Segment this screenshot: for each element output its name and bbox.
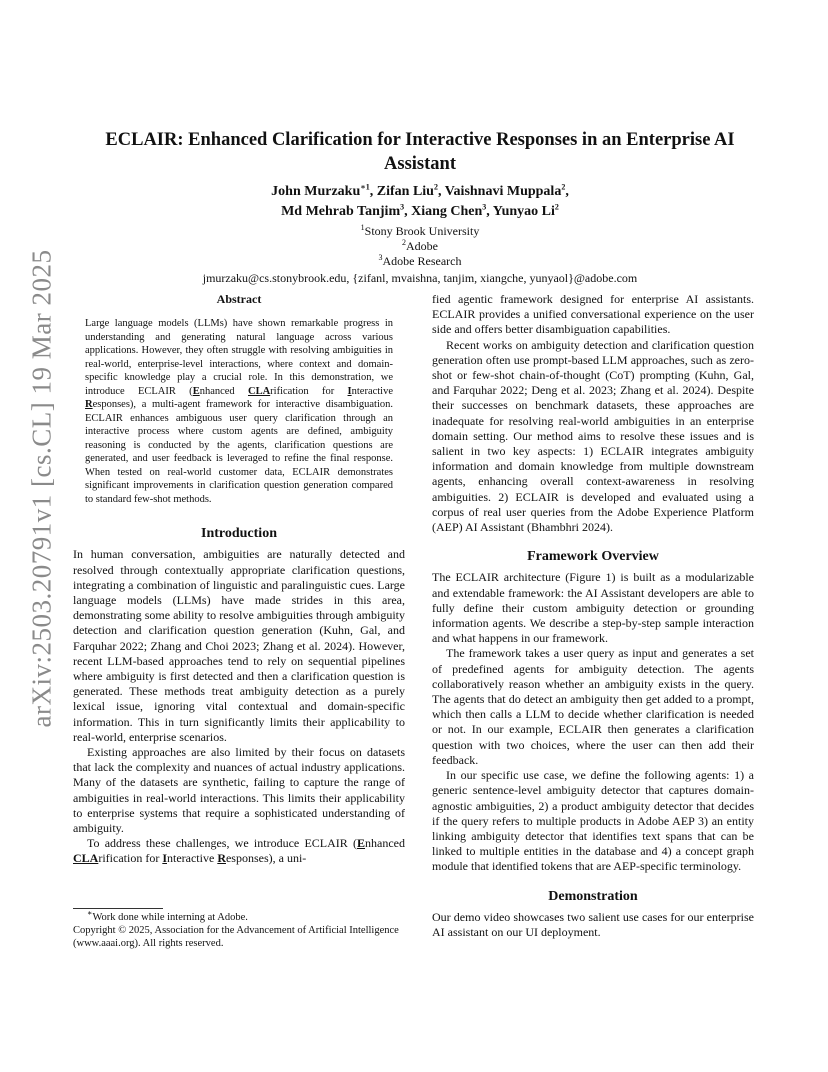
acronym-letter: R xyxy=(217,851,226,866)
affiliation-mark: 2 xyxy=(402,238,406,247)
abstract-text xyxy=(85,317,393,506)
affiliation-item xyxy=(70,239,770,254)
copyright-notice: Copyright © 2025, Association for the Advancement of Artificial Intelligence (www.aaai.org). All rights reserved. xyxy=(73,925,399,949)
acronym-letter: CLA xyxy=(248,385,271,397)
left-column xyxy=(73,292,405,867)
affiliation-list xyxy=(70,224,770,269)
demonstration-paragraph-1: Our demo video showcases two salient use cases for our enterprise AI assistant on our UI deployment. xyxy=(432,909,754,939)
footnote-work xyxy=(73,908,405,924)
arxiv-id: arXiv:2503.20791v1 [cs.CL] 19 Mar 2025 xyxy=(26,249,57,727)
author-name: , Xiang Chen xyxy=(404,204,483,219)
intro-paragraph-1: In human conversation, ambiguities are naturally detected and resolved through contextually appropriate clarification questions, integrating a combination of linguistic and paralinguistic cues. Large language models (LLMs) have made strides in this area, demonstrating some ability to resolve ambiguities through ambiguity detection and clarification question generation (Kuhn, Gal, and Farquhar 2022; Zhang and Choi 2023; Zhang et al. 2024). However, recent LLM-based approaches tend to rely on sequential pipelines where ambiguity is first detected and then a clarification question is generated. These methods treat ambiguity detection as a purely lexical issue, ignoring vital contextual and domain-specific information. This in turn significantly limits their applicability to real-world, enterprise scenarios. xyxy=(73,547,405,744)
acronym-letter: E xyxy=(357,836,366,851)
author-line-1 xyxy=(70,182,770,202)
author-mark: 3 xyxy=(400,202,405,212)
author-mark: 3 xyxy=(482,202,487,212)
abstract-part: esponses), a multi-agent framework for interactive disambiguation. ECLAIR enhances ambiguous user query clarification through an interactive process where custom agents are defined, ambiguity reasoning is conducted by the agents, clarification questions are generated, and user feedback is leveraged to refine the final response. When tested on real-world customer data, ECLAIR demonstrates significant improvements in clarification question generation compared to standard few-shot methods. xyxy=(85,399,393,505)
paper-title: ECLAIR: Enhanced Clarification for Interactive Responses in an Enterprise AI Assistant xyxy=(105,130,735,174)
acronym-letter: I xyxy=(162,851,167,866)
affiliation-mark: 3 xyxy=(378,253,383,262)
author-list xyxy=(70,182,770,222)
intro-paragraph-4: Recent works on ambiguity detection and clarification question generation often use prompt-based LLM approaches, such as zero-shot or few-shot chain-of-thought (CoT) prompting (Kuhn, Gal, and Farquhar 2022; Deng et al. 2023; Zhang et al. 2024). Despite their successes on benchmark datasets, these approaches are inadequate for resolving real-world ambiguities in an enterprise domain setting. Our method aims to resolve these issues and is salient in two key aspects: 1) ECLAIR integrates ambiguity information and domain knowledge from multiple downstream agents, enhancing overall context-awareness in resolving ambiguities. 2) ECLAIR is developed and evaluated using a corpus of real user queries from the Adobe Experience Platform (AEP) AI Assistant (Bhambhri 2024). xyxy=(432,337,754,535)
author-name: , Vaishnavi Muppala xyxy=(437,184,562,199)
affiliation-name: Stony Brook University xyxy=(364,224,480,238)
author-mark: 2 xyxy=(561,182,566,192)
author-sep: , xyxy=(565,184,569,199)
abstract-part: Large language models (LLMs) have shown remarkable progress in understanding and generating natural language across various applications. However, they often struggle with resolving ambiguities in real-world, enterprise-level interactions, where context and domain-specific knowledge play a crucial role. In this demonstration, we introduce ECLAIR ( xyxy=(85,318,393,397)
author-name: , Zifan Liu xyxy=(369,184,434,199)
abstract-part: nhanced xyxy=(199,385,248,397)
intro-paragraph-3-cont: fied agentic framework designed for enterprise AI assistants. ECLAIR provides a unified conversational experience on the user side and offers better disambiguation capabilities. xyxy=(432,292,754,337)
intro-part: nhanced xyxy=(365,836,405,851)
intro-part: nteractive xyxy=(167,851,218,866)
demonstration-heading: Demonstration xyxy=(548,888,638,904)
framework-heading: Framework Overview xyxy=(527,549,659,565)
paper-header xyxy=(70,128,770,286)
intro-part: esponses), a uni- xyxy=(225,851,307,866)
author-mark: 2 xyxy=(554,202,559,212)
intro-paragraph-3 xyxy=(73,836,405,866)
acronym-letter: E xyxy=(192,385,200,397)
author-name: , Yunyao Li xyxy=(486,204,555,219)
author-name: John Murzaku xyxy=(271,184,361,199)
author-emails: jmurzaku@cs.stonybrook.edu, {zifanl, mvaishna, tanjim, xiangche, yunyaol}@adobe.com xyxy=(202,271,638,285)
footnote-text: Work done while interning at Adobe. xyxy=(92,912,248,923)
right-column xyxy=(432,292,754,940)
arxiv-stamp xyxy=(24,249,60,727)
abstract-part: rification for xyxy=(270,385,348,397)
author-line-2 xyxy=(70,202,770,222)
intro-paragraph-2: Existing approaches are also limited by their focus on datasets that lack the complexity and nuances of actual industry applications. Many of the datasets are synthetic, failing to capture the range of ambiguities in real-world interactions. This limits their applicability to enterprise systems that require a sophisticated understanding of ambiguity. xyxy=(73,745,405,836)
affiliation-item xyxy=(70,224,770,239)
framework-paragraph-3: In our specific use case, we define the following agents: 1) a generic sentence-level ambiguity detector that captures domain-agnostic ambiguities, 2) a product ambiguity detector that decides if the query refers to multiple products in Adobe AEP 3) an entity linking ambiguity detector that identifies text spans that can be linked to multiple entities in the database and 4) a concept graph module that identified tokens that are AEP-specific terminology. xyxy=(432,768,754,874)
acronym-letter: R xyxy=(85,399,93,411)
framework-paragraph-2: The framework takes a user query as input and generates a set of predefined agents for ambiguity detection. The agents collaboratively reason whether an ambiguity exists in the query. The agents that do detect an ambiguity then get added to a prompt, which then calls a LLM to decide whether clarification is needed or not. In our example, ECLAIR then generates a clarification question with two choices, where the user can then add their feedback. xyxy=(432,646,754,767)
abstract-heading: Abstract xyxy=(216,292,262,306)
footnotes xyxy=(73,908,405,950)
affiliation-name: Adobe xyxy=(406,239,438,253)
author-mark: 2 xyxy=(433,182,438,192)
acronym-letter: I xyxy=(347,385,352,397)
footnote-mark: ∗ xyxy=(87,908,93,918)
affiliation-item xyxy=(70,254,770,269)
abstract-part: nteractive xyxy=(351,385,394,397)
acronym-letter: CLA xyxy=(73,851,99,866)
introduction-heading: Introduction xyxy=(201,526,277,542)
intro-part: To address these challenges, we introduce ECLAIR ( xyxy=(87,836,357,851)
affiliation-name: Adobe Research xyxy=(382,254,462,268)
author-mark: ∗1 xyxy=(360,182,370,192)
author-name: Md Mehrab Tanjim xyxy=(281,204,401,219)
framework-paragraph-1: The ECLAIR architecture (Figure 1) is built as a modularizable and extendable framework: the AI Assistant developers are able to fully define their custom ambiguity detection or grounding information agents. We describe a step-by-step sample interaction and what happens in our framework. xyxy=(432,570,754,646)
intro-part: rification for xyxy=(98,851,163,866)
affiliation-mark: 1 xyxy=(360,223,365,232)
